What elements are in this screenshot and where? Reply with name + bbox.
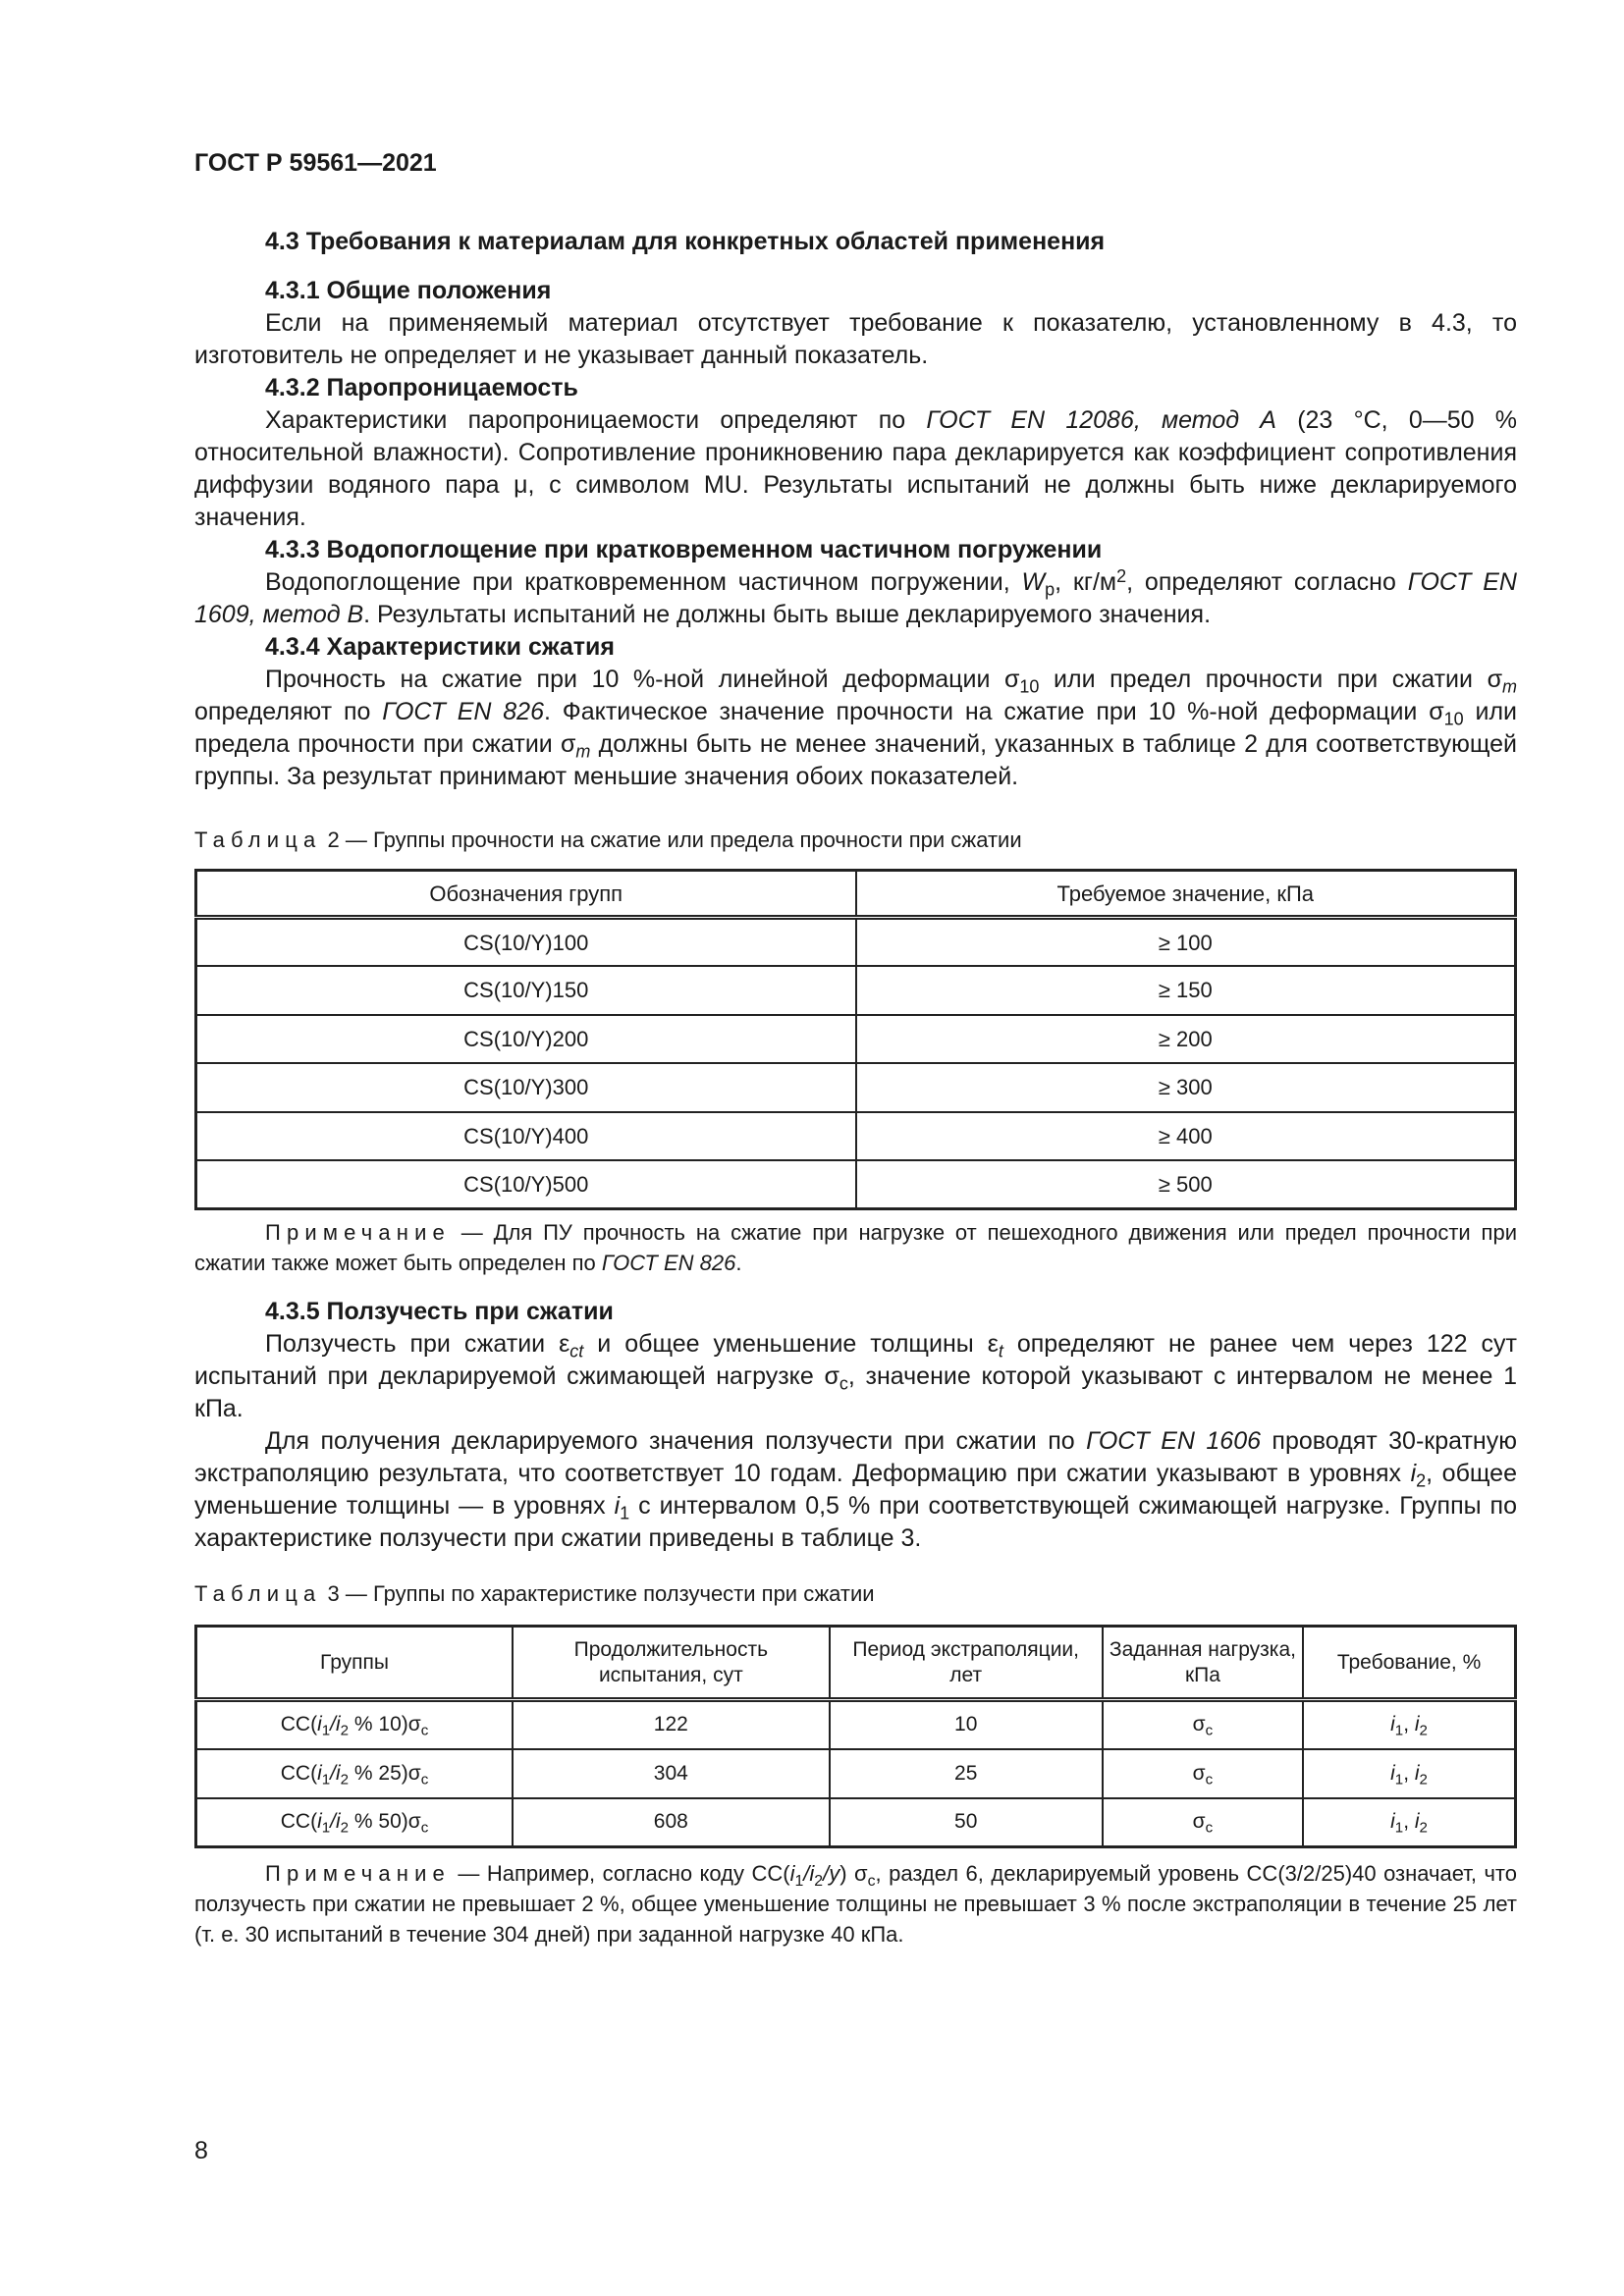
text-run: 1 — [620, 1503, 630, 1523]
load-cell — [1103, 1700, 1303, 1749]
text-run: 1 — [321, 1722, 331, 1739]
text-run: — Например, согласно коду CC( — [450, 1861, 790, 1886]
text-run: W — [1021, 568, 1046, 596]
text-run: % 25)σ — [349, 1761, 421, 1785]
table-3-note — [194, 1858, 1517, 1949]
text-run: p — [1045, 579, 1056, 600]
text-run: (23 °С, 0—50 % относительной влажности). Сопротивление проникновению пара декларируется как коэффициент сопротивления диффузии водяного пара μ, с символом MU. Результаты испытаний не должны быть ниже декларируемого значения. — [194, 406, 1517, 531]
column-header: Заданная нагрузка, кПа — [1103, 1627, 1303, 1700]
section-title: 4.3.2 Паропроницаемость — [265, 374, 578, 401]
text-run: , определяют согласно — [1126, 568, 1408, 596]
text-run: , — [1403, 1810, 1415, 1834]
text-run: σ — [1192, 1713, 1206, 1736]
text-run: 1 — [1394, 1819, 1404, 1837]
paragraph — [194, 1328, 1517, 1425]
load-cell — [1103, 1749, 1303, 1798]
section-4-3-1 — [194, 275, 1517, 793]
text-run: 10 — [1443, 709, 1464, 729]
section-title: 4.3 Требования к материалам для конкретных областей применения — [265, 228, 1106, 255]
text-run: 2 — Группы прочности на сжатие или предела прочности при сжатии — [321, 828, 1022, 852]
text-run: 1 — [1394, 1771, 1404, 1789]
text-run: ) σ — [839, 1861, 868, 1886]
required-value-cell: ≥ 400 — [856, 1112, 1516, 1161]
table-row — [196, 1798, 1516, 1847]
text-run: и общее уменьшение толщины ε — [583, 1330, 999, 1358]
group-cell: CS(10/Y)500 — [196, 1160, 856, 1209]
text-run: с интервалом 0,5 % при соответствующей сжимающей нагрузке. Группы по характеристике ползучести при сжатии приведены в таблице 3. — [194, 1492, 1517, 1552]
text-run: 3 — Группы по характеристике ползучести при сжатии — [321, 1581, 875, 1606]
text-run: — Для ПУ прочность на сжатие при нагрузке от пешеходного движения или предел прочности при сжатии также может быть определен по — [194, 1220, 1517, 1275]
text-run: c — [420, 1771, 429, 1789]
text-run: c — [1205, 1722, 1214, 1739]
text-run: 2 — [1419, 1771, 1428, 1789]
text-run: 2 — [1416, 1470, 1427, 1491]
text-run: c — [867, 1872, 876, 1890]
text-run: i — [614, 1492, 621, 1520]
text-run: Если на применяемый материал отсутствует требование к показателю, установленному в 4.3, то изготовитель не определяет и не указывает данный показатель. — [194, 309, 1517, 369]
paragraph — [194, 1425, 1517, 1555]
duration-cell: 304 — [513, 1749, 830, 1798]
group-cell: CS(10/Y)200 — [196, 1015, 856, 1064]
text-run: CC( — [280, 1713, 318, 1736]
text-run: Прочность на сжатие при 10 %-ной линейной деформации σ — [265, 666, 1020, 693]
text-run: 2 — [340, 1771, 350, 1789]
table-2-caption — [194, 825, 1517, 855]
text-run: Примечание — [265, 1220, 451, 1245]
text-run: , — [1403, 1713, 1415, 1736]
text-run: определяют по — [194, 698, 383, 725]
column-header: Требование, % — [1303, 1627, 1515, 1700]
requirement-cell — [1303, 1798, 1515, 1847]
text-run: σ — [1192, 1810, 1206, 1834]
text-run: i — [317, 1713, 322, 1736]
text-run: i — [1410, 1460, 1417, 1487]
group-cell — [196, 1749, 514, 1798]
text-run: ГОСТ EN 1606 — [1086, 1427, 1261, 1455]
text-run: 2 — [1419, 1819, 1428, 1837]
required-value-cell: ≥ 150 — [856, 966, 1516, 1015]
text-run: 1 — [794, 1872, 804, 1890]
text-run: /i — [330, 1761, 341, 1785]
text-run: 1 — [321, 1819, 331, 1837]
table-row — [196, 966, 1516, 1015]
text-run: % 50)σ — [349, 1810, 421, 1834]
requirement-cell — [1303, 1700, 1515, 1749]
section-4-3 — [194, 226, 1517, 258]
text-run: /i — [803, 1861, 815, 1886]
requirement-cell — [1303, 1749, 1515, 1798]
table-2 — [194, 869, 1517, 1210]
group-cell — [196, 1798, 514, 1847]
text-run: ГОСТ EN 1609, метод В — [194, 568, 1517, 628]
table-row — [196, 1749, 1516, 1798]
text-run: Примечание — [265, 1861, 451, 1886]
column-header: Период экстраполяции, лет — [830, 1627, 1103, 1700]
text-run: , раздел 6, декларируемый уровень CC(3/2/25)40 означает, что ползучесть при сжатии не превышает 2 %, общее уменьшение толщины не превышает 3 % после экстраполяции в течение 25 лет (т. е. 30 испытаний в течение 304 дней) при заданной нагрузке 40 кПа. — [194, 1861, 1517, 1947]
text-run: 2 — [340, 1722, 350, 1739]
group-cell: CS(10/Y)400 — [196, 1112, 856, 1161]
column-header: Обозначения групп — [196, 871, 856, 918]
text-run: ГОСТ EN 826 — [601, 1251, 736, 1275]
text-run: c — [839, 1373, 848, 1394]
duration-cell: 122 — [513, 1700, 830, 1749]
text-run: i — [1390, 1761, 1395, 1785]
paragraph — [194, 307, 1517, 372]
text-run: 1 — [1394, 1722, 1404, 1739]
text-run: Для получения декларируемого значения ползучести при сжатии по — [265, 1427, 1087, 1455]
required-value-cell: ≥ 500 — [856, 1160, 1516, 1209]
text-run: c — [420, 1819, 429, 1837]
text-run: Таблица — [194, 1581, 322, 1606]
section-title: 4.3.1 Общие положения — [265, 277, 552, 304]
required-value-cell: ≥ 300 — [856, 1063, 1516, 1112]
paragraph — [194, 404, 1517, 534]
table-row — [196, 918, 1516, 967]
table-3-caption — [194, 1578, 1517, 1609]
required-value-cell: ≥ 100 — [856, 918, 1516, 967]
text-run: i — [1390, 1713, 1395, 1736]
table-row — [196, 1160, 1516, 1209]
group-cell: CS(10/Y)300 — [196, 1063, 856, 1112]
text-run: c — [420, 1722, 429, 1739]
text-run: % 10)σ — [349, 1713, 421, 1736]
text-run: или предела прочности при сжатии σ — [194, 698, 1517, 758]
text-run: i — [1414, 1761, 1420, 1785]
text-run: определяют не ранее чем через 122 сут испытаний при декларируемой сжимающей нагрузке σ — [194, 1330, 1517, 1390]
table-3 — [194, 1625, 1517, 1848]
text-run: CC( — [280, 1810, 318, 1834]
column-header: Продолжительность испытания, сут — [513, 1627, 830, 1700]
group-cell: CS(10/Y)100 — [196, 918, 856, 967]
text-run: ct — [569, 1341, 584, 1362]
text-run: или предел прочности при сжатии σ — [1039, 666, 1502, 693]
text-run: c — [1205, 1771, 1214, 1789]
paragraph — [194, 664, 1517, 793]
text-run: 1 — [321, 1771, 331, 1789]
document-code: ГОСТ Р 59561—2021 — [194, 149, 437, 177]
group-cell: CS(10/Y)150 — [196, 966, 856, 1015]
text-run: . Результаты испытаний не должны быть выше декларируемого значения. — [363, 601, 1212, 628]
text-run: m — [1502, 676, 1517, 697]
load-cell — [1103, 1798, 1303, 1847]
group-cell — [196, 1700, 514, 1749]
text-run: проводят 30-кратную экстраполяцию результата, что соответствует 10 годам. Деформацию при сжатии указывают в уровнях — [194, 1427, 1517, 1487]
period-cell: 10 — [830, 1700, 1103, 1749]
table-2-note — [194, 1217, 1517, 1278]
text-run: , — [1403, 1761, 1415, 1785]
text-run: i — [789, 1861, 795, 1886]
text-run: 2 — [814, 1872, 824, 1890]
text-run: i — [317, 1810, 322, 1834]
text-run: Водопоглощение при кратковременном частичном погружении, — [265, 568, 1022, 596]
text-run: должны быть не менее значений, указанных в таблице 2 для соответствующей группы. За результат принимают меньшие значения обоих показателей. — [194, 730, 1517, 790]
duration-cell: 608 — [513, 1798, 830, 1847]
text-run: /i — [330, 1810, 341, 1834]
period-cell: 25 — [830, 1749, 1103, 1798]
text-run: Ползучесть при сжатии ε — [265, 1330, 570, 1358]
text-run: t — [998, 1341, 1003, 1362]
table-row — [196, 1112, 1516, 1161]
paragraph — [194, 566, 1517, 631]
text-run: 2 — [1419, 1722, 1428, 1739]
table-row — [196, 1015, 1516, 1064]
text-run: i — [1414, 1810, 1420, 1834]
text-run: CC( — [280, 1761, 318, 1785]
text-run: 2 — [1116, 565, 1127, 586]
text-run: i — [317, 1761, 322, 1785]
text-run: i — [1414, 1713, 1420, 1736]
text-run: ГОСТ EN 12086, метод А — [926, 406, 1276, 434]
table-row — [196, 1700, 1516, 1749]
text-run: , общее уменьшение толщины — в уровнях — [194, 1460, 1517, 1520]
period-cell: 50 — [830, 1798, 1103, 1847]
section-title: 4.3.3 Водопоглощение при кратковременном частичном погружении — [265, 536, 1103, 563]
section-title: 4.3.4 Характеристики сжатия — [265, 633, 615, 661]
page-number: 8 — [194, 2137, 208, 2164]
text-run: . Фактическое значение прочности на сжатие при 10 %-ной деформации σ — [543, 698, 1444, 725]
text-run: m — [575, 741, 591, 762]
text-run: 10 — [1019, 676, 1040, 697]
section-title: 4.3.5 Ползучесть при сжатии — [265, 1298, 614, 1325]
text-run: /y — [823, 1861, 840, 1886]
column-header: Группы — [196, 1627, 514, 1700]
section-4-3-5 — [194, 1296, 1517, 1555]
text-run: Таблица — [194, 828, 322, 852]
text-run: ГОСТ EN 826 — [382, 698, 544, 725]
text-run: Характеристики паропроницаемости определяют по — [265, 406, 927, 434]
text-run: σ — [1192, 1761, 1206, 1785]
column-header: Требуемое значение, кПа — [856, 871, 1516, 918]
text-run: c — [1205, 1819, 1214, 1837]
text-run: /i — [330, 1713, 341, 1736]
table-row — [196, 1063, 1516, 1112]
text-run: , значение которой указывают с интервалом не менее 1 кПа. — [194, 1362, 1517, 1422]
text-run: , кг/м — [1055, 568, 1117, 596]
text-run: 2 — [340, 1819, 350, 1837]
required-value-cell: ≥ 200 — [856, 1015, 1516, 1064]
text-run: i — [1390, 1810, 1395, 1834]
text-run: . — [735, 1251, 742, 1275]
